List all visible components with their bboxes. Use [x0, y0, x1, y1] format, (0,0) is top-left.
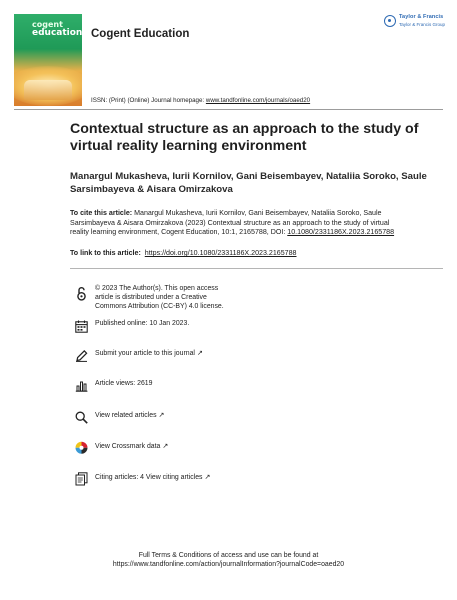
external-link-icon: ↗: [204, 474, 211, 481]
article-title: Contextual structure as an approach to the study of virtual reality learning environment: [70, 121, 419, 154]
issn-line: [91, 97, 310, 104]
calendar-icon: [74, 318, 88, 334]
citation-block: [70, 209, 400, 238]
external-link-icon: ↗: [196, 350, 203, 357]
publisher-logo-subtext: Taylor & Francis Group: [399, 22, 446, 27]
bar-chart-icon: [74, 377, 88, 393]
section-divider: [70, 268, 443, 269]
edit-icon: [74, 347, 88, 363]
article-link-line: [70, 249, 297, 257]
cover-book-shape: [24, 80, 72, 100]
citing-articles-icon: [74, 471, 88, 487]
published-text: Published online: 10 Jan 2023.: [95, 320, 190, 327]
citation-doi-link[interactable]: 10.1080/2331186X.2023.2165788: [287, 228, 395, 237]
submit-article-link[interactable]: [74, 347, 394, 363]
external-link-icon: ↗: [162, 443, 169, 450]
cover-title-line2: education: [32, 28, 82, 38]
terms-footer-link[interactable]: https://www.tandfonline.com/action/journalInformation?journalCode=oaed20: [112, 561, 345, 568]
magnifier-icon: [74, 409, 88, 425]
cover-title-line1: cogent: [32, 20, 63, 29]
open-access-text: © 2023 The Author(s). This open access article is distributed under a Creative Commons Attribution (CC-BY) 4.0 license.: [95, 285, 224, 310]
publisher-logo-text: Taylor & Francis: [399, 14, 444, 20]
article-authors: Manargul Mukasheva, Iurii Kornilov, Gani Beisembayev, Nataliia Soroko, Saule Sarsimbayeva & Aisara Omirzakova: [70, 171, 427, 195]
crossmark-link[interactable]: [74, 440, 394, 456]
publisher-logo-icon: [384, 15, 396, 27]
published-row: [74, 318, 394, 334]
journal-homepage-link[interactable]: www.tandfonline.com/journals/oaed20: [205, 97, 311, 104]
related-articles-link[interactable]: [74, 409, 394, 425]
issn-label: ISSN: (Print) (Online) Journal homepage:: [91, 97, 206, 104]
header-divider: [14, 109, 443, 110]
article-views-text: Article views: 2619: [95, 380, 153, 387]
submit-article-text: Submit your article to this journal: [95, 350, 195, 357]
journal-name: Cogent Education: [91, 28, 190, 40]
related-articles-text: View related articles: [95, 412, 157, 419]
crossmark-text: View Crossmark data: [95, 443, 161, 450]
terms-footer: [0, 551, 457, 569]
publisher-logo[interactable]: [384, 12, 444, 36]
citation-label: To cite this article:: [70, 209, 133, 217]
article-views-row: [74, 377, 394, 393]
article-doi-url[interactable]: https://doi.org/10.1080/2331186X.2023.2165788: [144, 249, 297, 257]
citation-text: Manargul Mukasheva, Iurii Kornilov, Gani Beisembayev, Nataliia Soroko, Saule Sarsimbayeva & Aisara Omirzakova (2023) Contextual structure as an approach to the study of virtual reality learning environment, Cogent Education, 10:1, 2165788, DOI:: [70, 209, 390, 237]
citing-articles-link[interactable]: [74, 471, 394, 487]
citing-articles-text: Citing articles: 4 View citing articles: [95, 474, 203, 481]
crossmark-icon: [74, 440, 88, 456]
external-link-icon: ↗: [158, 412, 165, 419]
open-access-row: [74, 285, 394, 311]
open-access-icon: [74, 285, 88, 301]
journal-cover-image: [14, 14, 82, 106]
article-link-label: To link to this article:: [70, 249, 141, 257]
terms-footer-line1: Full Terms & Conditions of access and use can be found at: [138, 552, 319, 559]
